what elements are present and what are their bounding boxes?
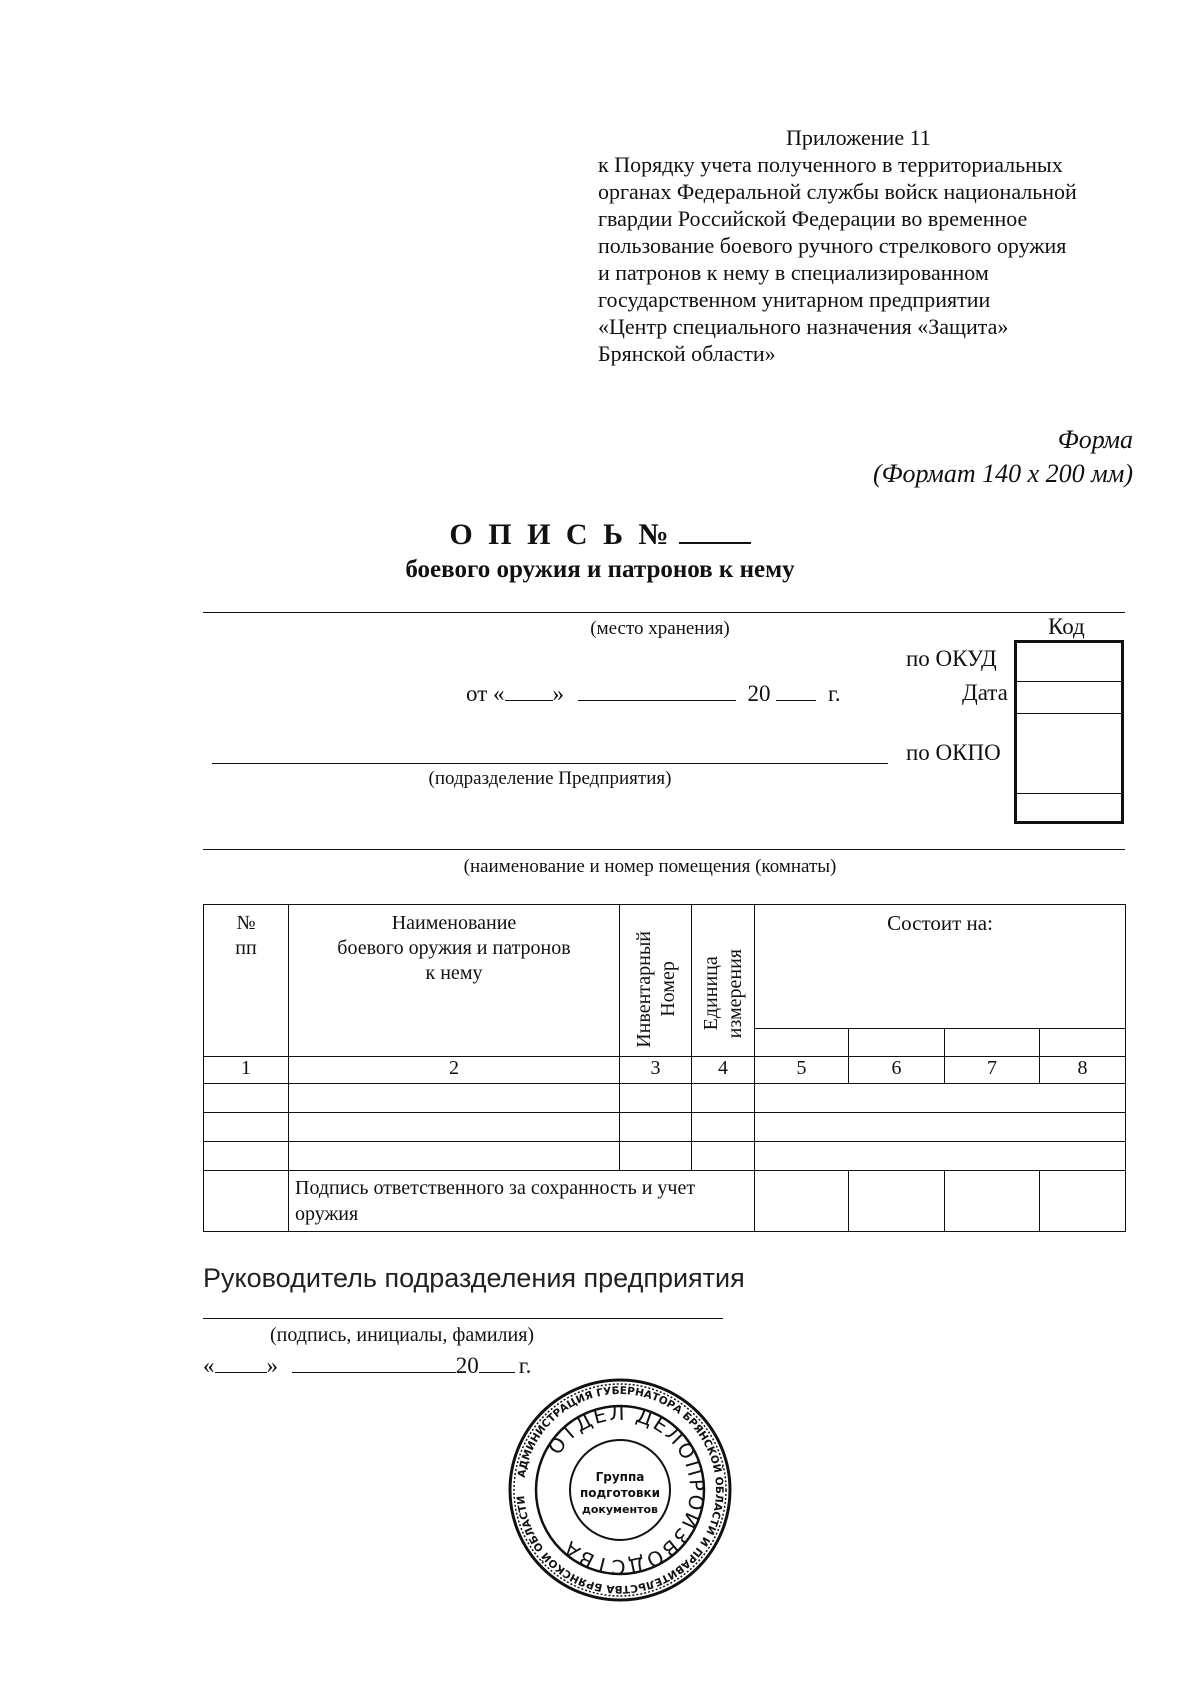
form-label (873, 423, 1133, 491)
appendix-line: органах Федеральной службы войск национальной (598, 179, 1077, 204)
stamp-center-line3: документов (581, 1503, 659, 1516)
room-caption: (наименование и номер помещения (комнаты) (463, 856, 837, 877)
appendix-line: пользование боевого ручного стрелкового оружия (598, 233, 1067, 258)
table-row (204, 1084, 1126, 1113)
okud-label: по ОКУД (906, 646, 997, 671)
column-number: 3 (620, 1057, 692, 1084)
table-cell[interactable] (755, 1171, 849, 1232)
table-cell[interactable] (289, 1142, 620, 1171)
signature-caption: (подпись, инициалы, фамилия) (270, 1324, 535, 1346)
table-cell[interactable] (692, 1142, 755, 1171)
header-name: Наименование боевого оружия и патронов к нему (289, 905, 620, 1057)
codes-box-divider (1017, 713, 1121, 714)
header-inventory-text: Инвентарный Номер (632, 931, 679, 1048)
appendix-line: и патронов к нему в специализированном (598, 260, 989, 285)
appendix-line: государственном унитарном предприятии (598, 287, 991, 312)
footer-date-field (203, 1352, 531, 1379)
column-number: 5 (755, 1057, 849, 1084)
code-label: Код (1048, 614, 1085, 639)
storage-place-line[interactable] (203, 612, 1125, 613)
date-year-suffix: г. (828, 681, 841, 706)
table-cell[interactable] (289, 1084, 620, 1113)
table-cell[interactable] (289, 1113, 620, 1142)
stamp-center-line1: Группа (595, 1470, 645, 1484)
table-row (204, 1113, 1126, 1142)
column-numbers-row (204, 1057, 1126, 1084)
status-cell[interactable] (1040, 1029, 1126, 1057)
column-number: 6 (849, 1057, 945, 1084)
table-cell[interactable] (945, 1171, 1040, 1232)
table-cell[interactable] (755, 1113, 1126, 1142)
footer-date-open: « (203, 1353, 215, 1378)
footer-date-close: » (266, 1353, 278, 1378)
date-year-field[interactable] (776, 680, 816, 701)
table-cell[interactable] (692, 1084, 755, 1113)
form-label-line1: Форма (1057, 425, 1133, 454)
stamp-outer-text: АДМИНИСТРАЦИЯ ГУБЕРНАТОРА БРЯНСКОЙ ОБЛАСТИ И ПРАВИТЕЛЬСТВА БРЯНСКОЙ ОБЛАСТИ (515, 1384, 726, 1596)
codes-box-divider (1017, 681, 1121, 682)
appendix-block (598, 124, 1138, 367)
table-cell[interactable] (1040, 1171, 1126, 1232)
column-number: 7 (945, 1057, 1040, 1084)
storage-place-caption: (место хранения) (590, 618, 730, 639)
column-number: 1 (204, 1057, 289, 1084)
signature-row (204, 1171, 1126, 1232)
status-cell[interactable] (849, 1029, 945, 1057)
status-cell[interactable] (755, 1029, 849, 1057)
date-month-field[interactable] (578, 680, 736, 701)
head-label: Руководитель подразделения предприятия (203, 1263, 745, 1293)
date-year-prefix: 20 (747, 681, 771, 706)
room-line[interactable] (203, 849, 1125, 850)
appendix-line: Брянской области» (598, 341, 776, 366)
table-cell[interactable] (204, 1084, 289, 1113)
date-quote-close: » (552, 681, 564, 706)
column-number: 8 (1040, 1057, 1126, 1084)
table-cell[interactable] (204, 1171, 289, 1232)
stamp-ring-text: ОТДЕЛ ДЕЛОПРОИЗВОДСТВА (542, 1400, 710, 1580)
footer-date-day[interactable] (215, 1352, 267, 1373)
table-cell[interactable] (204, 1142, 289, 1171)
document-title (0, 516, 1200, 552)
header-unit-text: Единица измерения (700, 948, 746, 1038)
table-cell[interactable] (849, 1171, 945, 1232)
footer-date-year[interactable] (479, 1352, 515, 1373)
table-cell[interactable] (620, 1142, 692, 1171)
table-row (204, 1142, 1126, 1171)
date-from-label: от « (466, 681, 505, 706)
head-signature-line[interactable] (203, 1318, 723, 1319)
appendix-line: гвардии Российской Федерации во временное (598, 206, 1028, 231)
okpo-label: по ОКПО (906, 740, 1001, 765)
table-cell[interactable] (692, 1113, 755, 1142)
table-header-row (204, 905, 1126, 1029)
table-cell[interactable] (755, 1084, 1126, 1113)
table-cell[interactable] (755, 1142, 1126, 1171)
stamp-graphic (505, 1375, 735, 1605)
table-cell[interactable] (620, 1084, 692, 1113)
footer-date-month[interactable] (292, 1352, 456, 1373)
document-title-text: О П И С Ь № (449, 518, 673, 551)
subdivision-caption: (подразделение Предприятия) (428, 768, 672, 789)
inventory-table (203, 904, 1126, 1232)
official-stamp (505, 1375, 735, 1605)
column-number: 2 (289, 1057, 620, 1084)
signature-row-label: Подпись ответственного за сохранность и учет оружия (289, 1171, 755, 1232)
header-status: Состоит на: (755, 905, 1126, 1029)
status-cell[interactable] (945, 1029, 1040, 1057)
date-label: Дата (962, 680, 1008, 705)
form-label-line2: (Формат 140 х 200 мм) (872, 459, 1133, 488)
document-subtitle: боевого оружия и патронов к нему (405, 556, 795, 583)
table-cell[interactable] (620, 1113, 692, 1142)
header-inventory (620, 905, 692, 1057)
footer-year-suffix: г. (518, 1353, 532, 1378)
header-no: № пп (204, 905, 289, 1057)
document-number-field[interactable] (679, 516, 751, 544)
appendix-line: «Центр специального назначения «Защита» (598, 314, 1009, 339)
stamp-center-line2: подготовки (579, 1486, 661, 1500)
codes-box-divider (1017, 793, 1121, 794)
appendix-line: к Порядку учета полученного в территориальных (598, 152, 1063, 177)
column-number: 4 (692, 1057, 755, 1084)
appendix-title: Приложение 11 (786, 125, 931, 150)
subdivision-line[interactable] (212, 763, 888, 764)
footer-year-prefix: 20 (455, 1353, 479, 1378)
date-field (466, 680, 841, 707)
codes-box (1014, 640, 1124, 824)
date-day-field[interactable] (505, 680, 553, 701)
header-unit (692, 905, 755, 1057)
table-cell[interactable] (204, 1113, 289, 1142)
